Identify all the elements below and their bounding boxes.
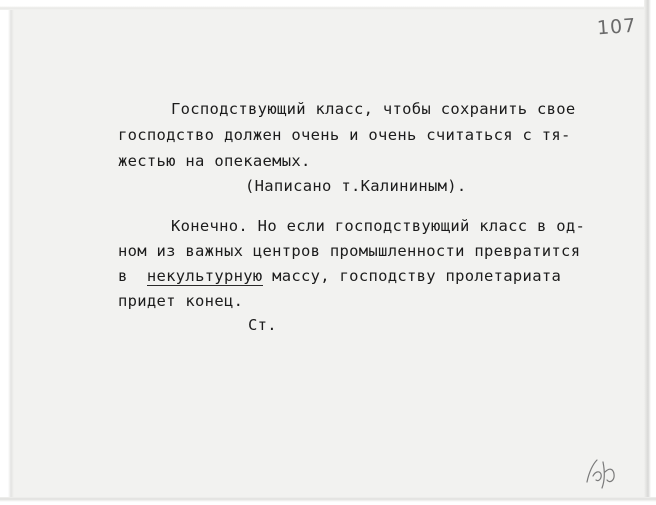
scan-edge-top [0,0,656,10]
attribution-line: (Написано т.Калининым). [245,177,467,195]
underlined-word: некультурную [146,267,263,285]
paragraph2-line1: Конечно. Но если господствующий класс в од- [171,217,586,235]
paragraph2-line4: придет конец. [118,292,244,310]
paragraph2-line3 [118,263,561,289]
paragraph1-line2: господство должен очень и очень считаться с тя- [118,126,571,144]
scan-edge-left [0,0,14,505]
paragraph2-line3-prefix: в [118,267,147,285]
scan-edge-right [644,0,656,505]
handwritten-mark-icon [581,452,621,492]
paragraph2-line2: ном из важных центров промышленности превратится [118,242,581,260]
signature-initials: Ст. [248,316,277,334]
paragraph1-line3: жестью на опекаемых. [118,152,311,170]
paragraph2-line3-suffix: массу, господству пролетариата [262,267,562,285]
paragraph1-line1: Господствующий класс, чтобы сохранить свое [171,100,576,118]
scan-edge-bottom [0,497,656,505]
handwritten-folio-number: 107 [596,14,637,40]
